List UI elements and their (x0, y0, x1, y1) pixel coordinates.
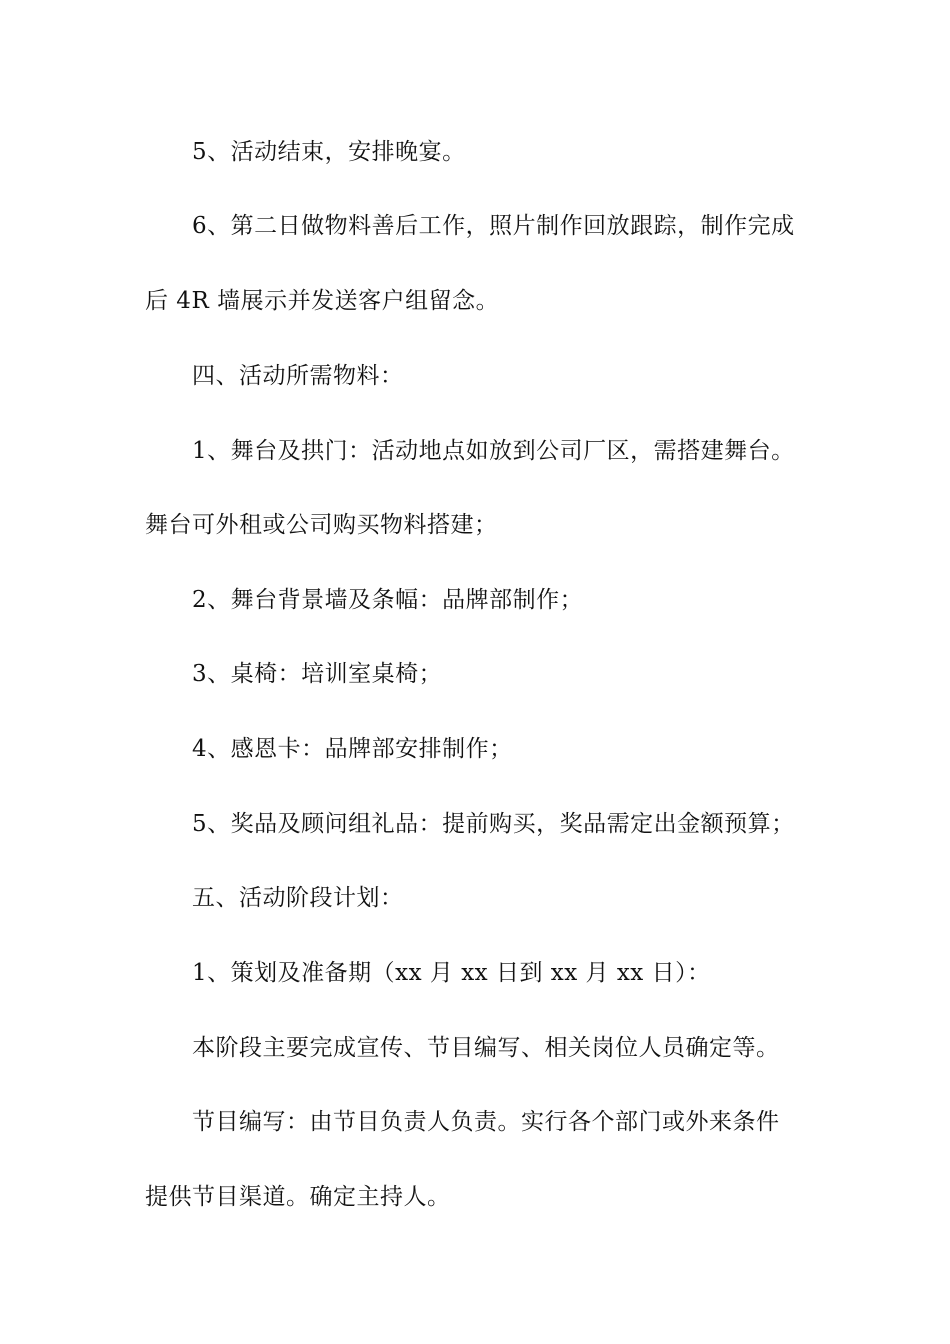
text-line-2: 6、第二日做物料善后工作，照片制作回放跟踪，制作完成 (192, 213, 795, 239)
text-line-8: 3、桌椅：培训室桌椅； (192, 661, 443, 687)
text-line-7: 2、舞台背景墙及条幅：品牌部制作； (192, 587, 584, 613)
text-line-6: 舞台可外租或公司购买物料搭建； (145, 512, 498, 538)
text-line-13: 本阶段主要完成宣传、节目编写、相关岗位人员确定等。 (192, 1035, 780, 1061)
text-line-10: 5、奖品及顾问组礼品：提前购买，奖品需定出金额预算； (192, 811, 795, 837)
section-heading-materials: 四、活动所需物料： (192, 363, 404, 389)
text-line-15: 提供节目渠道。确定主持人。 (145, 1184, 451, 1210)
text-line-5: 1、舞台及拱门：活动地点如放到公司厂区，需搭建舞台。 (192, 438, 795, 464)
text-line-9: 4、感恩卡：品牌部安排制作； (192, 736, 513, 762)
text-line-3: 后 4R 墙展示并发送客户组留念。 (145, 288, 500, 314)
text-line-14: 节目编写：由节目负责人负责。实行各个部门或外来条件 (192, 1109, 780, 1135)
section-heading-plan: 五、活动阶段计划： (192, 885, 404, 911)
text-line-1: 5、活动结束，安排晚宴。 (192, 139, 466, 165)
text-line-12: 1、策划及准备期（xx 月 xx 日到 xx 月 xx 日）： (192, 960, 711, 986)
